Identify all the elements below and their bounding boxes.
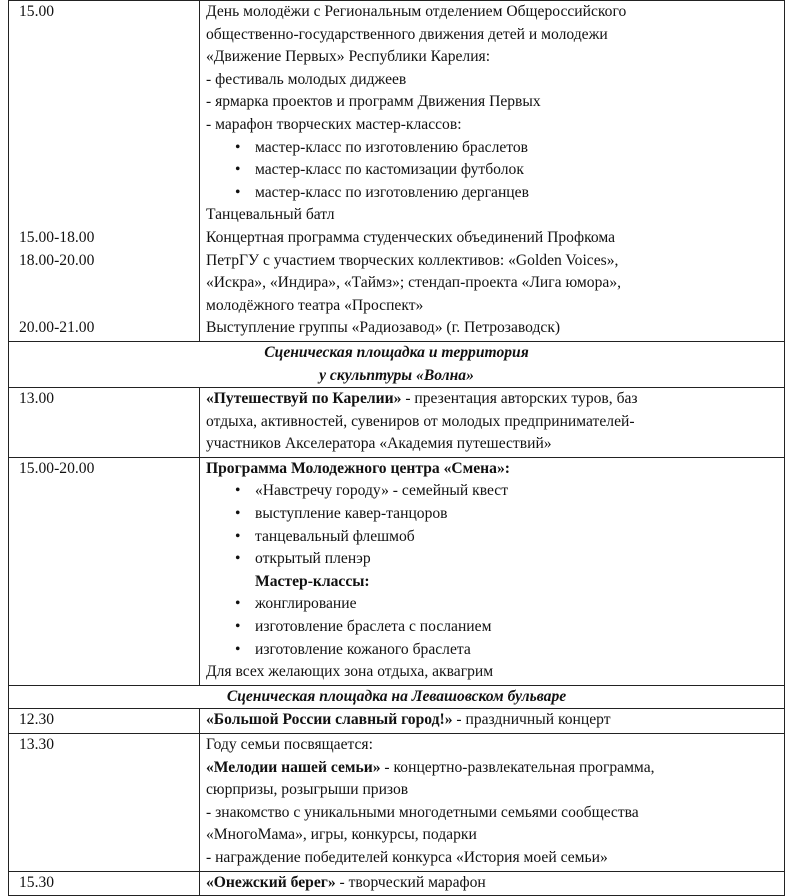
event-line: Танцевальный батл	[206, 206, 335, 224]
time-cell	[9, 388, 200, 458]
time-label: 13.00	[19, 390, 55, 408]
event-text: - праздничный концерт	[452, 711, 611, 729]
event-line	[206, 757, 780, 780]
section-row	[9, 685, 785, 709]
time-label	[19, 182, 195, 205]
event-cell	[200, 1, 785, 342]
time-label	[19, 204, 195, 227]
event-cell	[200, 734, 785, 872]
time-label	[19, 159, 195, 182]
time-label	[19, 114, 195, 137]
list-item: • открытый пленэр	[206, 548, 780, 571]
time-label: 15.00	[19, 3, 55, 20]
event-line: - знакомство с уникальными многодетными семьями сообщества	[206, 803, 639, 821]
list-item: • жонглирование	[206, 593, 780, 616]
event-line: общественно-государственного движения детей и молодежи	[206, 25, 608, 43]
section-header	[9, 341, 785, 387]
time-label: 20.00-21.00	[19, 319, 95, 337]
list-item: • изготовление кожаного браслета	[206, 639, 780, 662]
event-text: - творческий марафон	[335, 873, 486, 891]
event-line: «Движение Первых» Республики Карелия:	[206, 48, 491, 66]
time-label	[19, 91, 195, 114]
event-line: сюрпризы, розыгрыши призов	[206, 781, 409, 799]
time-label	[19, 69, 195, 92]
section-header	[9, 685, 785, 709]
event-title: «Путешествуй по Карелии»	[206, 390, 402, 408]
time-label: 18.00-20.00	[19, 251, 95, 269]
event-cell	[200, 388, 785, 458]
table-row	[9, 709, 785, 734]
event-title: Программа Молодежного центра «Смена»:	[206, 459, 510, 477]
event-line: - награждение победителей конкурса «История моей семьи»	[206, 848, 608, 866]
schedule-table	[8, 0, 785, 896]
event-text: - презентация авторских туров, баз	[401, 390, 638, 408]
list-item: • танцевальный флешмоб	[206, 526, 780, 549]
time-label: 15.00-18.00	[19, 228, 95, 246]
event-title: «Мелодии нашей семьи»	[206, 758, 381, 776]
event-line: «Искра», «Индира», «Таймз»; стендап-проекта «Лига юмора»,	[206, 274, 622, 292]
bullet-list	[206, 480, 780, 570]
event-line: Концертная программа студенческих объединений Профкома	[206, 228, 616, 246]
event-line: ПетрГУ с участием творческих коллективов: «Golden Voices»,	[206, 251, 619, 269]
table-row	[9, 871, 785, 896]
event-title: «Большой России славный город!»	[206, 711, 453, 729]
time-label: 15.30	[19, 873, 55, 891]
list-item: • мастер-класс по кастомизации футболок	[206, 159, 780, 182]
time-label	[19, 46, 195, 69]
time-cell	[9, 1, 200, 342]
list-item: • выступление кавер-танцоров	[206, 503, 780, 526]
event-line: Для всех желающих зона отдыха, аквагрим	[206, 663, 494, 681]
event-line: отдыха, активностей, сувениров от молодых предпринимателей-	[206, 412, 635, 430]
table-row	[9, 457, 785, 685]
event-line	[206, 388, 780, 411]
time-label	[19, 24, 195, 47]
list-item: • изготовление браслета с посланием	[206, 616, 780, 639]
list-item: • «Навстречу городу» - семейный квест	[206, 480, 780, 503]
section-title: Сценическая площадка на Левашовском бульваре	[226, 687, 567, 705]
event-line: «МногоМама», игры, конкурсы, подарки	[206, 826, 477, 844]
bullet-list	[206, 137, 780, 205]
time-cell	[9, 709, 200, 734]
list-item: • мастер-класс по изготовлению браслетов	[206, 137, 780, 160]
event-line: Выступление группы «Радиозавод» (г. Петрозаводск)	[206, 319, 561, 337]
event-title: «Онежский берег»	[206, 873, 336, 891]
time-label	[19, 272, 195, 295]
list-item: • мастер-класс по изготовлению дерганцев	[206, 182, 780, 205]
table-row	[9, 1, 785, 342]
table-row	[9, 734, 785, 872]
time-cell	[9, 457, 200, 685]
time-cell	[9, 871, 200, 896]
event-line: День молодёжи с Региональным отделением Общероссийского	[206, 3, 627, 20]
event-cell	[200, 457, 785, 685]
section-row	[9, 341, 785, 387]
event-line: - ярмарка проектов и программ Движения Первых	[206, 93, 541, 111]
event-cell	[200, 871, 785, 896]
section-title: Сценическая площадка и территория	[264, 343, 529, 361]
event-line: Году семьи посвящается:	[206, 736, 373, 753]
time-label: 15.00-20.00	[19, 459, 95, 477]
section-title: у скульптуры «Волна»	[319, 366, 474, 384]
event-line: - фестиваль молодых диджеев	[206, 70, 407, 88]
event-line: - марафон творческих мастер-классов:	[206, 115, 462, 133]
time-label	[19, 137, 195, 160]
event-text: - концертно-развлекательная программа,	[380, 758, 655, 776]
event-line	[206, 709, 780, 732]
event-line: молодёжного театра «Проспект»	[206, 296, 424, 314]
table-row	[9, 388, 785, 458]
event-cell	[200, 709, 785, 734]
bullet-list	[206, 593, 780, 661]
event-line: участников Акселератора «Академия путешествий»	[206, 435, 552, 453]
masters-title: Мастер-классы:	[255, 572, 370, 590]
time-label	[19, 295, 195, 318]
time-cell	[9, 734, 200, 872]
time-label: 13.30	[19, 736, 55, 753]
time-label: 12.30	[19, 711, 55, 729]
